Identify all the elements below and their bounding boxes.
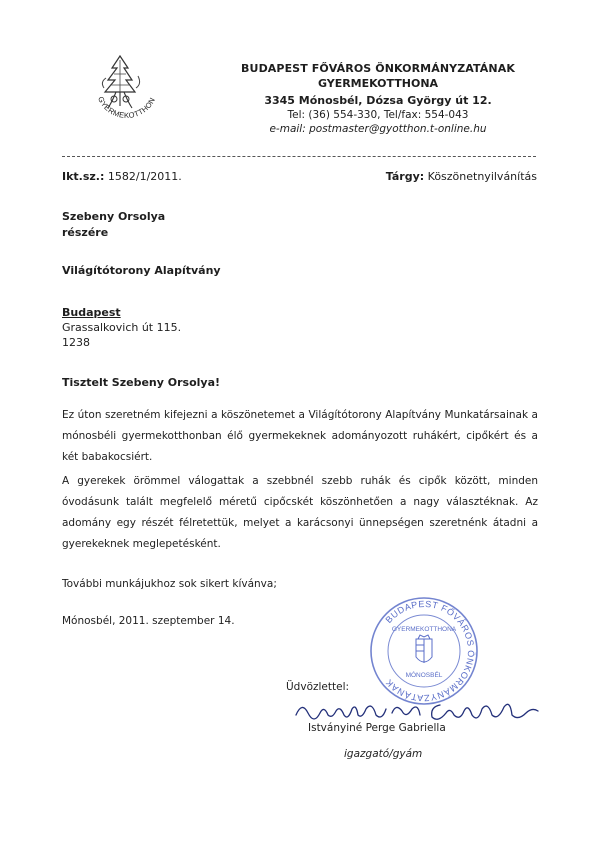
org-name-line1: BUDAPEST FŐVÁROS ÖNKORMÁNYZATÁNAK bbox=[241, 62, 515, 75]
recipient-city: Budapest bbox=[62, 306, 121, 319]
coat-of-arms-icon bbox=[416, 635, 432, 663]
reference-number bbox=[62, 170, 182, 183]
closing-line: További munkájukhoz sok sikert kívánva; bbox=[62, 578, 277, 590]
email-address: postmaster@gyotthon.t-online.hu bbox=[309, 123, 487, 135]
reference-label: Ikt.sz.: bbox=[62, 170, 105, 183]
recipient-name: Szebeny Orsolya bbox=[62, 210, 166, 223]
logo-text: GYERMEKOTTHON bbox=[95, 95, 158, 120]
body-paragraph-1: Ez úton szeretném kifejezni a köszönetemet a Világítótorony Alapítvány Munkatársainak a mónosbéli gyermekotthonban élő gyermekeknek adományozott ruhákért, cipőkért és a két babakocsiért. bbox=[62, 409, 538, 463]
subject-value: Köszönetnyilvánítás bbox=[427, 170, 537, 183]
email-label: e-mail: bbox=[269, 123, 306, 135]
letterhead bbox=[228, 62, 528, 135]
recipient-street: Grassalkovich út 115. bbox=[62, 321, 182, 334]
letter-body bbox=[62, 405, 538, 555]
body-paragraph-2: A gyerekek örömmel válogattak a szebbnél szebb ruhák és cipők között, minden óvodásunk talált megfelelő méretű cipőcskét köszönhetően a nagy választéknak. Az adomány egy részét félretettük, melyet a karácsonyi ünnepségen szeretnénk átadni a gyerekeknek meglepetésként. bbox=[62, 475, 538, 550]
org-phone: Tel: (36) 554-330, Tel/fax: 554-043 bbox=[287, 109, 469, 121]
recipient-for: részére bbox=[62, 226, 109, 239]
reference-value: 1582/1/2011. bbox=[107, 170, 182, 183]
greeting: Üdvözlettel: bbox=[286, 681, 350, 693]
signer-title: igazgató/gyám bbox=[344, 748, 423, 760]
org-email bbox=[228, 123, 528, 135]
recipient-organization: Világítótorony Alapítvány bbox=[62, 264, 221, 277]
place-and-date: Mónosbél, 2011. szeptember 14. bbox=[62, 615, 235, 627]
subject bbox=[386, 170, 537, 183]
salutation: Tisztelt Szebeny Orsolya! bbox=[62, 376, 221, 389]
stamp-line2: MÓNOSBÉL bbox=[405, 672, 443, 679]
orphanage-logo bbox=[90, 52, 162, 128]
signer-name: Istványiné Perge Gabriella bbox=[308, 722, 446, 734]
stamp-ring-text: BUDAPEST FŐVÁROS ÖNKORMÁNYZATÁNAK bbox=[383, 598, 477, 704]
stamp-line1: GYERMEKOTTHONA bbox=[391, 626, 457, 633]
subject-label: Tárgy: bbox=[385, 170, 425, 183]
header-divider bbox=[62, 156, 536, 157]
recipient-zip: 1238 bbox=[62, 336, 90, 349]
official-stamp bbox=[368, 595, 480, 707]
org-name-line2: GYERMEKOTTHONA bbox=[317, 77, 439, 90]
org-address: 3345 Mónosbél, Dózsa György út 12. bbox=[264, 94, 492, 107]
